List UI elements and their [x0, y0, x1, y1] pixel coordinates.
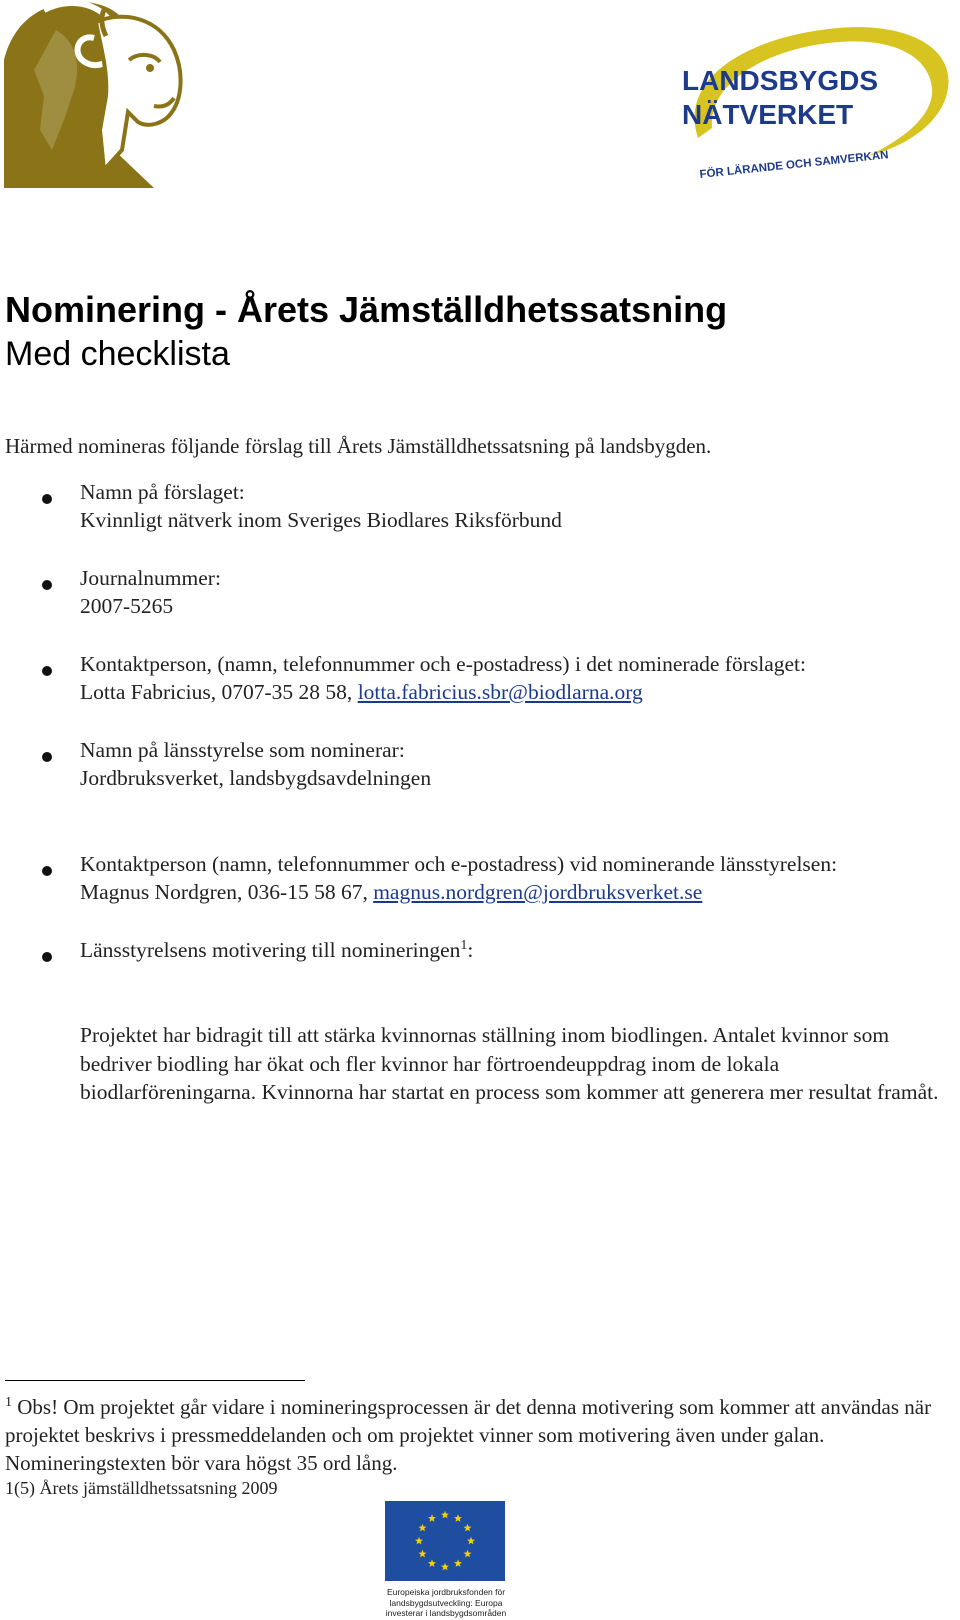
item-value: Magnus Nordgren, 036-15 58 67,	[80, 880, 374, 904]
landsbygdsnatverket-logo	[678, 18, 960, 190]
footnote-text: Obs! Om projektet går vidare i nomineringsprocessen är det denna motivering som kommer att användas när projektet beskrivs i pressmeddelanden och om projektet vinner som motivering även under galan. Nomineringstexten bör vara högst 35 ord lång.	[5, 1395, 932, 1475]
email-link[interactable]: magnus.nordgren@jordbruksverket.se	[373, 880, 703, 904]
page-footer: 1(5) Årets jämställdhetssatsning 2009	[5, 1478, 278, 1498]
eu-star-icon	[441, 1511, 449, 1519]
footnote-ref: 1	[460, 937, 468, 953]
item-label: Journalnummer:	[80, 566, 221, 590]
eu-star-icon	[428, 1559, 436, 1567]
eu-star-icon	[441, 1563, 449, 1571]
eu-star-icon	[464, 1550, 472, 1558]
eu-star-icon	[454, 1514, 462, 1522]
item-label: Länsstyrelsens motivering till nomineringen	[80, 938, 461, 962]
bullet-icon	[42, 666, 52, 676]
bullet-icon	[42, 952, 52, 962]
eu-star-icon	[454, 1559, 462, 1567]
item-label: Kontaktperson, (namn, telefonnummer och e-postadress) i det nominerade förslaget:	[80, 652, 806, 676]
bullet-icon	[42, 580, 52, 590]
logo-tagline: FÖR LÄRANDE OCH SAMVERKAN	[699, 149, 890, 181]
list-item-journal-number	[80, 564, 950, 620]
eu-star-icon	[467, 1537, 475, 1545]
logo-swoosh-icon	[678, 18, 960, 190]
eu-caption-line: landsbygdsutveckling: Europa	[389, 1597, 503, 1608]
item-value: Kvinnligt nätverk inom Sveriges Biodlares Riksförbund	[80, 508, 562, 532]
list-item-contact-proposal	[80, 650, 950, 706]
bullet-icon	[42, 494, 52, 504]
item-value: Lotta Fabricius, 0707-35 28 58,	[80, 680, 358, 704]
item-value: 2007-5265	[80, 594, 174, 618]
eu-star-icon	[415, 1537, 423, 1545]
eu-caption-line: Europeiska jordbruksfonden för	[386, 1587, 506, 1597]
footnote-mark: 1	[5, 1395, 12, 1410]
eu-caption-line: investerar i landsbygdsområden	[385, 1608, 507, 1618]
item-value: Jordbruksverket, landsbygdsavdelningen	[80, 766, 432, 790]
list-item-motivation-label	[80, 936, 950, 964]
list-item-proposal-name	[80, 478, 950, 534]
eu-star-icon	[418, 1524, 426, 1532]
item-label: Namn på förslaget:	[80, 480, 245, 504]
bullet-icon	[42, 752, 52, 762]
item-label: Namn på länsstyrelse som nominerar:	[80, 738, 405, 762]
email-link[interactable]: lotta.fabricius.sbr@biodlarna.org	[357, 680, 643, 704]
page-title: Nominering - Årets Jämställdhetssatsning	[5, 289, 728, 330]
label-suffix: :	[467, 938, 474, 962]
eu-star-icon	[464, 1524, 472, 1532]
eu-logo	[385, 1501, 507, 1619]
page-subtitle: Med checklista	[5, 335, 230, 373]
eu-star-icon	[428, 1514, 436, 1522]
list-item-county-name	[80, 736, 950, 792]
intro-text: Härmed nomineras följande förslag till Årets Jämställdhetssatsning på landsbygden.	[5, 434, 712, 458]
logo-line2: NÄTVERKET	[682, 99, 854, 130]
eu-star-icon	[418, 1550, 426, 1558]
sheep-logo-icon	[4, 0, 184, 188]
motivation-text: Projektet har bidragit till att stärka kvinnornas ställning inom biodlingen. Antalet kvinnor som bedriver biodling har ökat och fler kvinnor har förtroendeuppdrag inom de lokala biodlarföreningarna. Kvinnorna har startat en process som kommer att generera mer resultat framåt.	[80, 1023, 939, 1104]
bullet-icon	[42, 866, 52, 876]
footnote-divider	[5, 1380, 305, 1381]
footnote	[5, 1393, 955, 1477]
logo-line1: LANDSBYGDS	[682, 65, 879, 96]
item-label: Kontaktperson (namn, telefonnummer och e-postadress) vid nominerande länsstyrelsen:	[80, 852, 838, 876]
eu-flag-icon	[385, 1501, 505, 1581]
list-item-contact-county	[80, 850, 950, 906]
